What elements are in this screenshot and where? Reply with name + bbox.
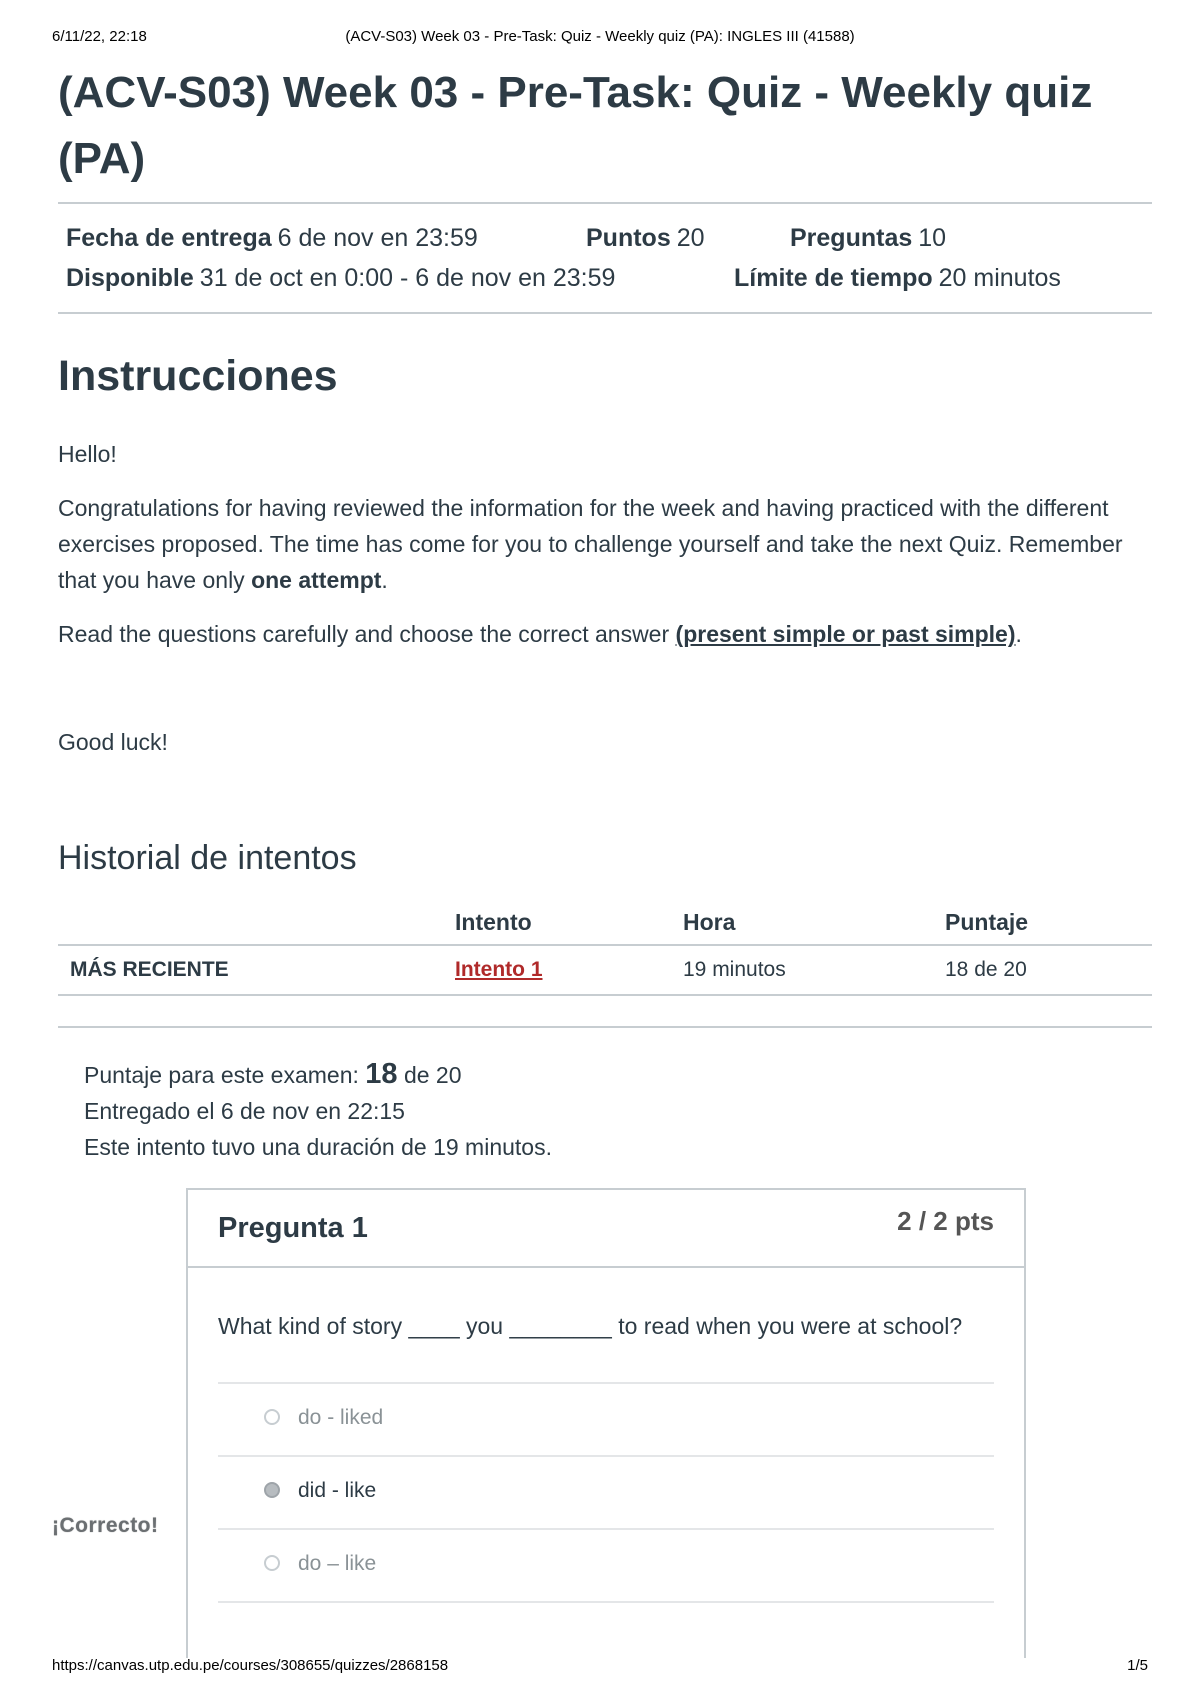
- instructions-hello: Hello!: [58, 441, 117, 467]
- radio-icon[interactable]: [264, 1555, 280, 1571]
- print-date: 6/11/22, 22:18: [52, 28, 147, 45]
- print-document-title: (ACV-S03) Week 03 - Pre-Task: Quiz - Weekly quiz (PA): INGLES III (41588): [345, 28, 855, 45]
- section-divider: [58, 1026, 1152, 1028]
- questions-value: 10: [918, 224, 947, 252]
- question-points: 2 / 2 pts: [897, 1206, 994, 1236]
- history-header-score: Puntaje: [945, 900, 1152, 945]
- available-label: Disponible: [66, 264, 194, 292]
- instructions-congrats: [58, 490, 1152, 598]
- print-header: [52, 28, 1148, 48]
- print-url: https://canvas.utp.edu.pe/courses/308655/quizzes/2868158: [52, 1657, 449, 1674]
- read-period: .: [1015, 621, 1022, 647]
- answer-option-selected[interactable]: [218, 1457, 994, 1530]
- time-limit: [734, 264, 1061, 293]
- points-value: 20: [676, 224, 705, 252]
- due-value: 6 de nov en 23:59: [277, 224, 478, 252]
- read-emphasis: (present simple or past simple): [675, 621, 1016, 647]
- quiz-title: (ACV-S03) Week 03 - Pre-Task: Quiz - Weekly quiz (PA): [58, 68, 1093, 183]
- history-header-attempt: Intento: [455, 900, 683, 945]
- time-limit-label: Límite de tiempo: [734, 264, 933, 292]
- history-row-label: MÁS RECIENTE: [58, 945, 455, 995]
- instructions-read: [58, 616, 1152, 652]
- attempt-history-title: Historial de intentos: [58, 839, 357, 877]
- score-total: de 20: [397, 1062, 462, 1088]
- answer-label: do - liked: [298, 1406, 384, 1429]
- history-header-row: [58, 900, 1152, 945]
- print-footer: [52, 1657, 1148, 1677]
- table-row: [58, 945, 1152, 995]
- history-row-time: 19 minutos: [683, 945, 945, 995]
- history-row-attempt-cell: [455, 945, 683, 995]
- available-value: 31 de oct en 0:00 - 6 de nov en 23:59: [199, 264, 616, 292]
- instructions-title: Instrucciones: [58, 352, 338, 400]
- history-row-score: 18 de 20: [945, 945, 1152, 995]
- score-value: 18: [365, 1058, 398, 1090]
- question-header: [188, 1190, 1024, 1268]
- due-label: Fecha de entrega: [66, 224, 272, 252]
- attempt-history-table: [58, 900, 1152, 996]
- read-text: Read the questions carefully and choose the correct answer: [58, 621, 676, 647]
- quiz-details: [58, 202, 1152, 314]
- question-title: Pregunta 1: [218, 1212, 368, 1244]
- answer-label: do – like: [298, 1552, 377, 1575]
- attempt-summary: [84, 1056, 1152, 1165]
- points: [586, 224, 705, 253]
- submitted-line: Entregado el 6 de nov en 22:15: [84, 1098, 405, 1124]
- radio-icon[interactable]: [264, 1409, 280, 1425]
- correct-answer-flag: ¡Correcto!: [52, 1508, 187, 1544]
- one-attempt-text: one attempt: [251, 567, 382, 593]
- congrats-period: .: [381, 567, 388, 593]
- question-body: [188, 1308, 1024, 1603]
- questions-label: Preguntas: [790, 224, 913, 252]
- answer-option[interactable]: [218, 1530, 994, 1603]
- congrats-text: Congratulations for having reviewed the information for the week and having practiced with the different exercises proposed. The time has come for you to challenge yourself and take the next Quiz. Remember that you have only: [58, 495, 1123, 593]
- quiz-content: [58, 60, 1152, 1165]
- availability: [66, 264, 615, 293]
- radio-selected-icon[interactable]: [264, 1482, 280, 1498]
- answer-option[interactable]: [218, 1384, 994, 1457]
- question-card: [186, 1188, 1026, 1658]
- answer-label: did - like: [298, 1479, 377, 1502]
- answer-list: [218, 1382, 994, 1603]
- print-page-number: 1/5: [1127, 1657, 1148, 1674]
- score-line: [84, 1056, 1152, 1093]
- due-date: [66, 224, 478, 253]
- instructions-good-luck: Good luck!: [58, 729, 168, 755]
- questions-count: [790, 224, 946, 253]
- time-limit-value: 20 minutos: [938, 264, 1061, 292]
- history-header-time: Hora: [683, 900, 945, 945]
- duration-line: Este intento tuvo una duración de 19 minutos.: [84, 1134, 552, 1160]
- score-label: Puntaje para este examen:: [84, 1062, 366, 1088]
- attempt-1-link[interactable]: Intento 1: [455, 958, 543, 981]
- points-label: Puntos: [586, 224, 671, 252]
- history-header-blank: [58, 900, 455, 945]
- question-text: What kind of story ____ you ________ to read when you were at school?: [218, 1313, 963, 1339]
